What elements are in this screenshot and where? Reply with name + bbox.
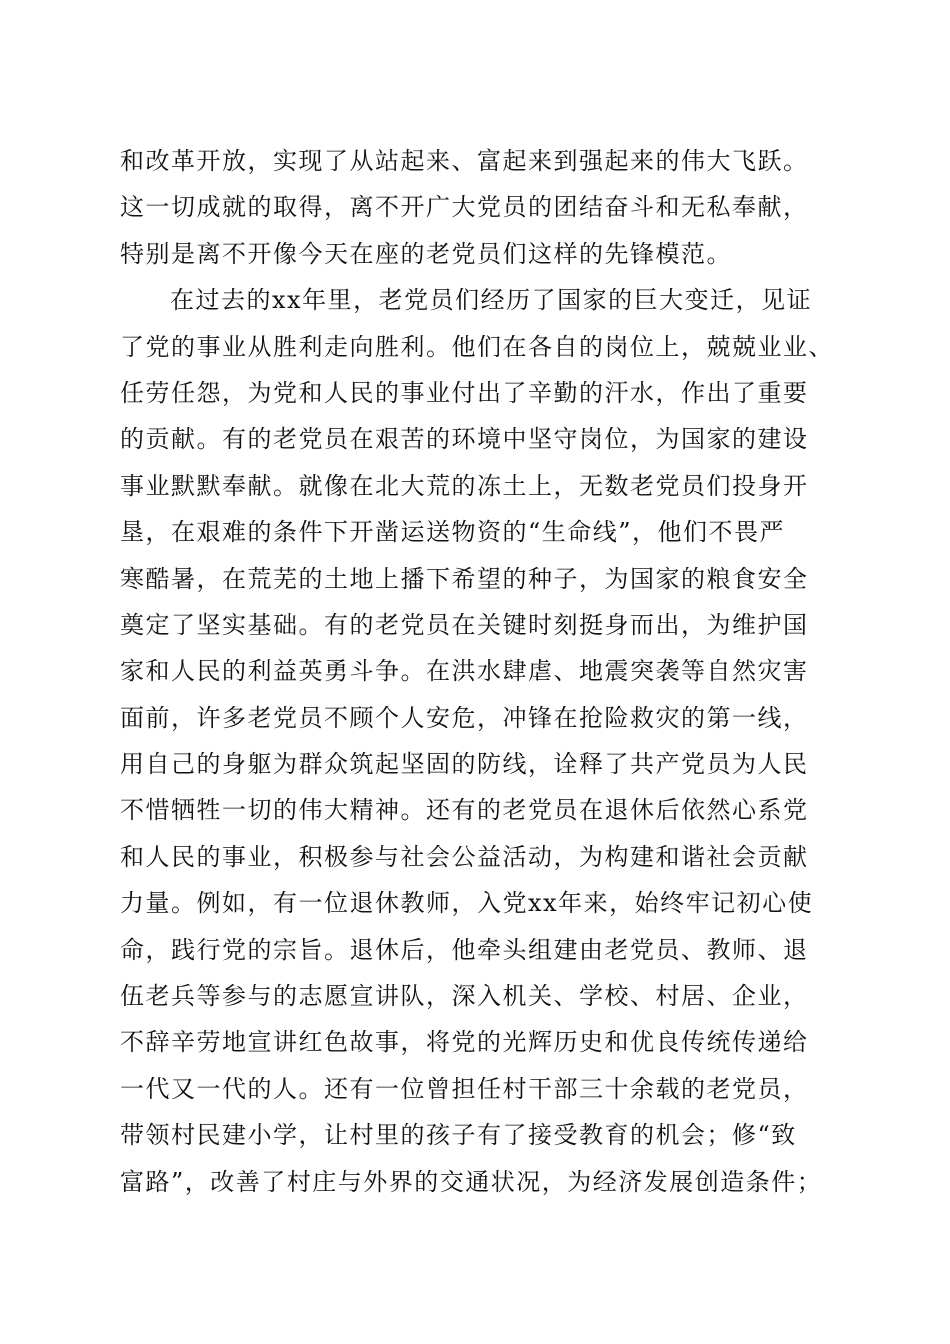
- paragraph-start-line: 在过去的xx年里，老党员们经历了国家的巨大变迁，见证: [170, 286, 813, 315]
- document-body: [120, 138, 840, 1205]
- text-line: 特别是离不开像今天在座的老党员们这样的先锋模范。: [120, 239, 732, 268]
- text-line: 力量。例如，有一位退休教师，入党xx年来，始终牢记初心使: [120, 889, 814, 918]
- text-line: 的贡献。有的老党员在艰苦的环境中坚守岗位，为国家的建设: [120, 425, 809, 454]
- text-line: 用自己的身躯为群众筑起坚固的防线，诠释了共产党员为人民: [120, 750, 809, 779]
- text-line: 一代又一代的人。还有一位曾担任村干部三十余载的老党员，: [120, 1074, 809, 1103]
- text-line: 和人民的事业，积极参与社会公益活动，为构建和谐社会贡献: [120, 842, 809, 871]
- text-line: 命，践行党的宗旨。退休后，他牵头组建由老党员、教师、退: [120, 935, 809, 964]
- text-line: 家和人民的利益英勇斗争。在洪水肆虐、地震突袭等自然灾害: [120, 657, 809, 686]
- text-line: 富路”，改善了村庄与外界的交通状况，为经济发展创造条件；: [120, 1167, 823, 1196]
- text-line: 任劳任怨，为党和人民的事业付出了辛勤的汗水，作出了重要: [120, 378, 809, 407]
- text-line: 伍老兵等参与的志愿宣讲队，深入机关、学校、村居、企业，: [120, 982, 809, 1011]
- text-line: 面前，许多老党员不顾个人安危，冲锋在抢险救灾的第一线，: [120, 703, 809, 732]
- text-line: 这一切成就的取得，离不开广大党员的团结奋斗和无私奉献，: [120, 193, 809, 222]
- text-line: 不惜牺牲一切的伟大精神。还有的老党员在退休后依然心系党: [120, 796, 809, 825]
- text-line: 寒酷暑，在荒芜的土地上播下希望的种子，为国家的粮食安全: [120, 564, 809, 593]
- text-line: 垦，在艰难的条件下开凿运送物资的“生命线”，他们不畏严: [120, 518, 786, 547]
- text-line: 事业默默奉献。就像在北大荒的冻土上，无数老党员们投身开: [120, 471, 809, 500]
- text-line: 和改革开放，实现了从站起来、富起来到强起来的伟大飞跃。: [120, 147, 809, 175]
- text-line: 奠定了坚实基础。有的老党员在关键时刻挺身而出，为维护国: [120, 610, 809, 639]
- text-line: 带领村民建小学，让村里的孩子有了接受教育的机会；修“致: [120, 1121, 797, 1150]
- text-line: 了党的事业从胜利走向胜利。他们在各自的岗位上，兢兢业业、: [120, 332, 834, 361]
- text-line: 不辞辛劳地宣讲红色故事，将党的光辉历史和优良传统传递给: [120, 1028, 809, 1057]
